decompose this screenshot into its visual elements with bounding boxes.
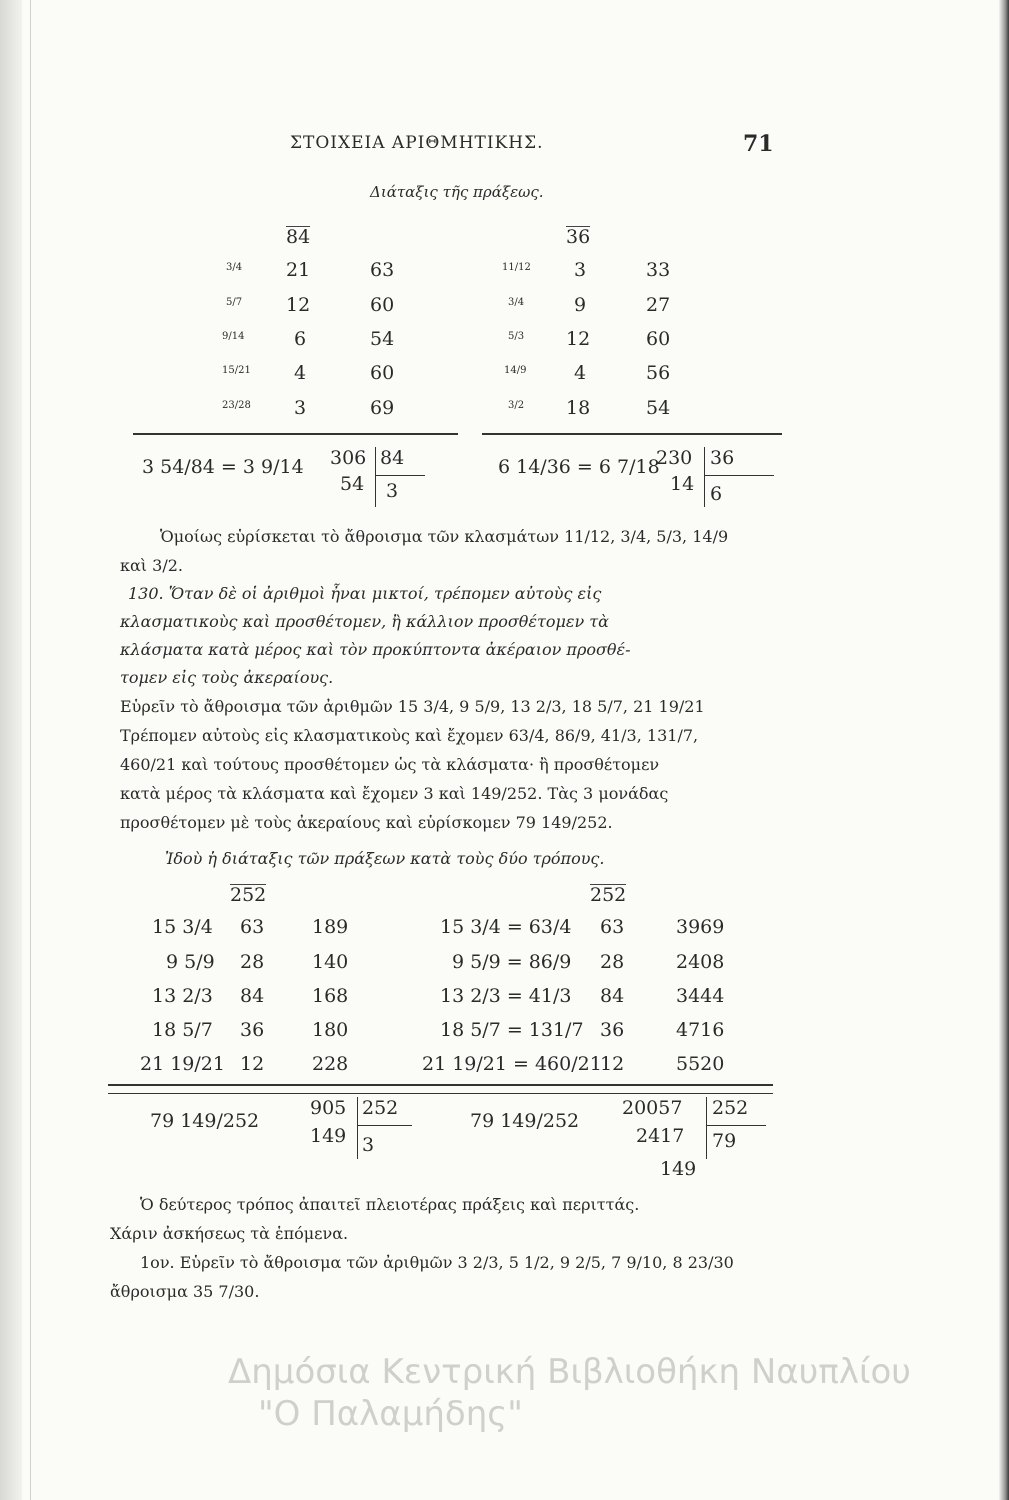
divisor: 252 [712,1097,749,1119]
product: 54 [646,397,671,419]
section1-subtitle: Διάταξις τῆς πράξεως. [370,183,544,201]
fraction: 11/12 [502,262,531,273]
mixed-to-fraction: 18 5/7 = 131/7 [440,1019,584,1041]
running-header: ΣΤΟΙΧΕΙΑ ΑΡΙΘΜΗΤΙΚΗΣ. [290,133,544,153]
fraction: 14/9 [504,365,527,376]
mixed-to-fraction: 13 2/3 = 41/3 [440,985,572,1007]
quotient: 63 [600,916,625,938]
mixed-number: 13 2/3 [152,985,213,1007]
product: 180 [312,1019,349,1041]
para5-line1: Ὁ δεύτερος τρόπος ἀπαιτεῖ πλειοτέρας πράξεις καὶ περιττάς. [140,1195,640,1214]
quotient: 4 [574,362,587,384]
quotient: 18 [566,397,591,419]
quotient: 4 [294,362,307,384]
product: 60 [646,328,671,350]
para3-line3: 460/21 καὶ τούτους προσθέτομεν ὡς τὰ κλάσματα· ἢ προσθέτομεν [120,755,660,774]
quotient: 12 [600,1053,625,1075]
quotient: 3 [294,397,307,419]
section2-left-result: 79 149/252 [150,1110,260,1132]
product: 3969 [676,916,725,938]
section1-left-result: 3 54/84 = 3 9/14 [142,456,304,478]
para3-line4: κατὰ μέρος τὰ κλάσματα καὶ ἔχομεν 3 καὶ 149/252. Τὰς 3 μονάδας [120,784,669,803]
quotient: 84 [240,985,265,1007]
fraction: 3/4 [508,297,525,308]
lcm-right: 36 [566,226,591,248]
quotient: 12 [240,1053,265,1075]
product: 4716 [676,1019,725,1041]
para1-line2: καὶ 3/2. [120,556,183,575]
section2-right-result: 79 149/252 [470,1110,580,1132]
product: 168 [312,985,349,1007]
quotient: 3 [574,259,587,281]
division-quotient: 3 [362,1134,375,1156]
product: 228 [312,1053,349,1075]
quotient: 36 [240,1019,265,1041]
quotient: 84 [600,985,625,1007]
para3-line5: προσθέτομεν μὲ τοὺς ἀκεραίους καὶ εὑρίσκομεν 79 149/252. [120,813,613,832]
division-line [357,1125,412,1126]
remainder: 54 [340,473,365,495]
section2-rule-top [108,1084,773,1086]
mixed-to-fraction: 15 3/4 = 63/4 [440,916,572,938]
section1-left-rule [133,433,458,435]
product: 60 [370,362,395,384]
para5-line2: Χάριν ἀσκήσεως τὰ ἑπόμενα. [110,1224,349,1243]
quotient: 21 [286,259,311,281]
division-quotient: 3 [386,480,399,502]
division-bar [706,1097,707,1159]
para2-line2: κλασματικοὺς καὶ προσθέτομεν, ἢ κάλλιον προσθέτομεν τὰ [120,612,609,631]
product: 60 [370,294,395,316]
quotient: 9 [574,294,587,316]
para6-line2: ἄθροισμα 35 7/30. [110,1282,260,1301]
mixed-to-fraction: 9 5/9 = 86/9 [452,951,572,973]
remainder: 149 [310,1125,347,1147]
division-line [706,1125,766,1126]
product: 5520 [676,1053,725,1075]
lcm-right: 252 [590,884,627,906]
divisor: 84 [380,447,405,469]
product: 189 [312,916,349,938]
fraction: 9/14 [222,331,245,342]
para2-line4: τομεν εἰς τοὺς ἀκεραίους. [120,668,334,687]
page-fold-line [30,0,31,1500]
product: 56 [646,362,671,384]
product: 69 [370,397,395,419]
quotient: 36 [600,1019,625,1041]
dividend: 306 [330,447,367,469]
product: 54 [370,328,395,350]
section1-right-rule [482,433,782,435]
division-quotient: 79 [712,1130,737,1152]
quotient: 63 [240,916,265,938]
remainder: 2417 [636,1125,685,1147]
division-bar [375,447,376,507]
para6-line1: 1ον. Εὑρεῖν τὸ ἄθροισμα τῶν ἀριθμῶν 3 2/3, 5 1/2, 9 2/5, 7 9/10, 8 23/30 [140,1253,734,1272]
product: 33 [646,259,671,281]
product: 63 [370,259,395,281]
mixed-number: 9 5/9 [166,951,215,973]
divisor: 252 [362,1097,399,1119]
quotient: 12 [286,294,311,316]
section1-right-result: 6 14/36 = 6 7/18 [498,456,660,478]
library-watermark-line1: Δημόσια Κεντρική Βιβλιοθήκη Ναυπλίου [228,1352,911,1392]
division-line [375,475,425,476]
product: 3444 [676,985,725,1007]
quotient: 6 [294,328,307,350]
para2-line3: κλάσματα κατὰ μέρος καὶ τὸν προκύπτοντα ἀκέραιον προσθέ- [120,640,631,659]
para3-line2: Τρέπομεν αὐτοὺς εἰς κλασματικοὺς καὶ ἔχομεν 63/4, 86/9, 41/3, 131/7, [120,726,699,745]
fraction: 5/7 [226,297,243,308]
section2-rule-bottom [108,1093,773,1094]
mixed-number: 21 19/21 [140,1053,225,1075]
fraction: 3/4 [226,262,243,273]
quotient: 12 [566,328,591,350]
lcm-left: 84 [286,226,311,248]
para1-line1: Ὁμοίως εὑρίσκεται τὸ ἄθροισμα τῶν κλασμάτων 11/12, 3/4, 5/3, 14/9 [160,527,729,546]
library-watermark-line2: "Ο Παλαμήδης" [258,1394,523,1434]
lcm-left: 252 [230,884,267,906]
product: 2408 [676,951,725,973]
divisor: 36 [710,447,735,469]
division-line [704,475,774,476]
product: 27 [646,294,671,316]
fraction: 23/28 [222,400,251,411]
remainder2: 149 [660,1158,697,1180]
mixed-number: 18 5/7 [152,1019,213,1041]
dividend: 230 [656,447,693,469]
para3-line1: Εὑρεῖν τὸ ἄθροισμα τῶν ἀριθμῶν 15 3/4, 9 5/9, 13 2/3, 18 5/7, 21 19/21 [120,697,705,716]
page-number: 71 [743,131,774,157]
quotient: 28 [600,951,625,973]
product: 140 [312,951,349,973]
division-bar [357,1097,358,1159]
fraction: 5/3 [508,331,525,342]
page-right-edge [999,0,1009,1500]
mixed-to-fraction: 21 19/21 = 460/21 [422,1053,602,1075]
para2-line1: 130. Ὅταν δὲ οἱ ἀριθμοὶ ἦναι μικτοί, τρέπομεν αὐτοὺς εἰς [128,584,602,603]
dividend: 20057 [622,1097,683,1119]
page-left-edge [0,0,22,1500]
division-bar [704,447,705,507]
para4: Ἰδοὺ ἡ διάταξις τῶν πράξεων κατὰ τοὺς δύο τρόπους. [165,849,605,868]
remainder: 14 [670,473,695,495]
division-quotient: 6 [710,483,723,505]
dividend: 905 [310,1097,347,1119]
fraction: 3/2 [508,400,525,411]
fraction: 15/21 [222,365,251,376]
mixed-number: 15 3/4 [152,916,213,938]
quotient: 28 [240,951,265,973]
